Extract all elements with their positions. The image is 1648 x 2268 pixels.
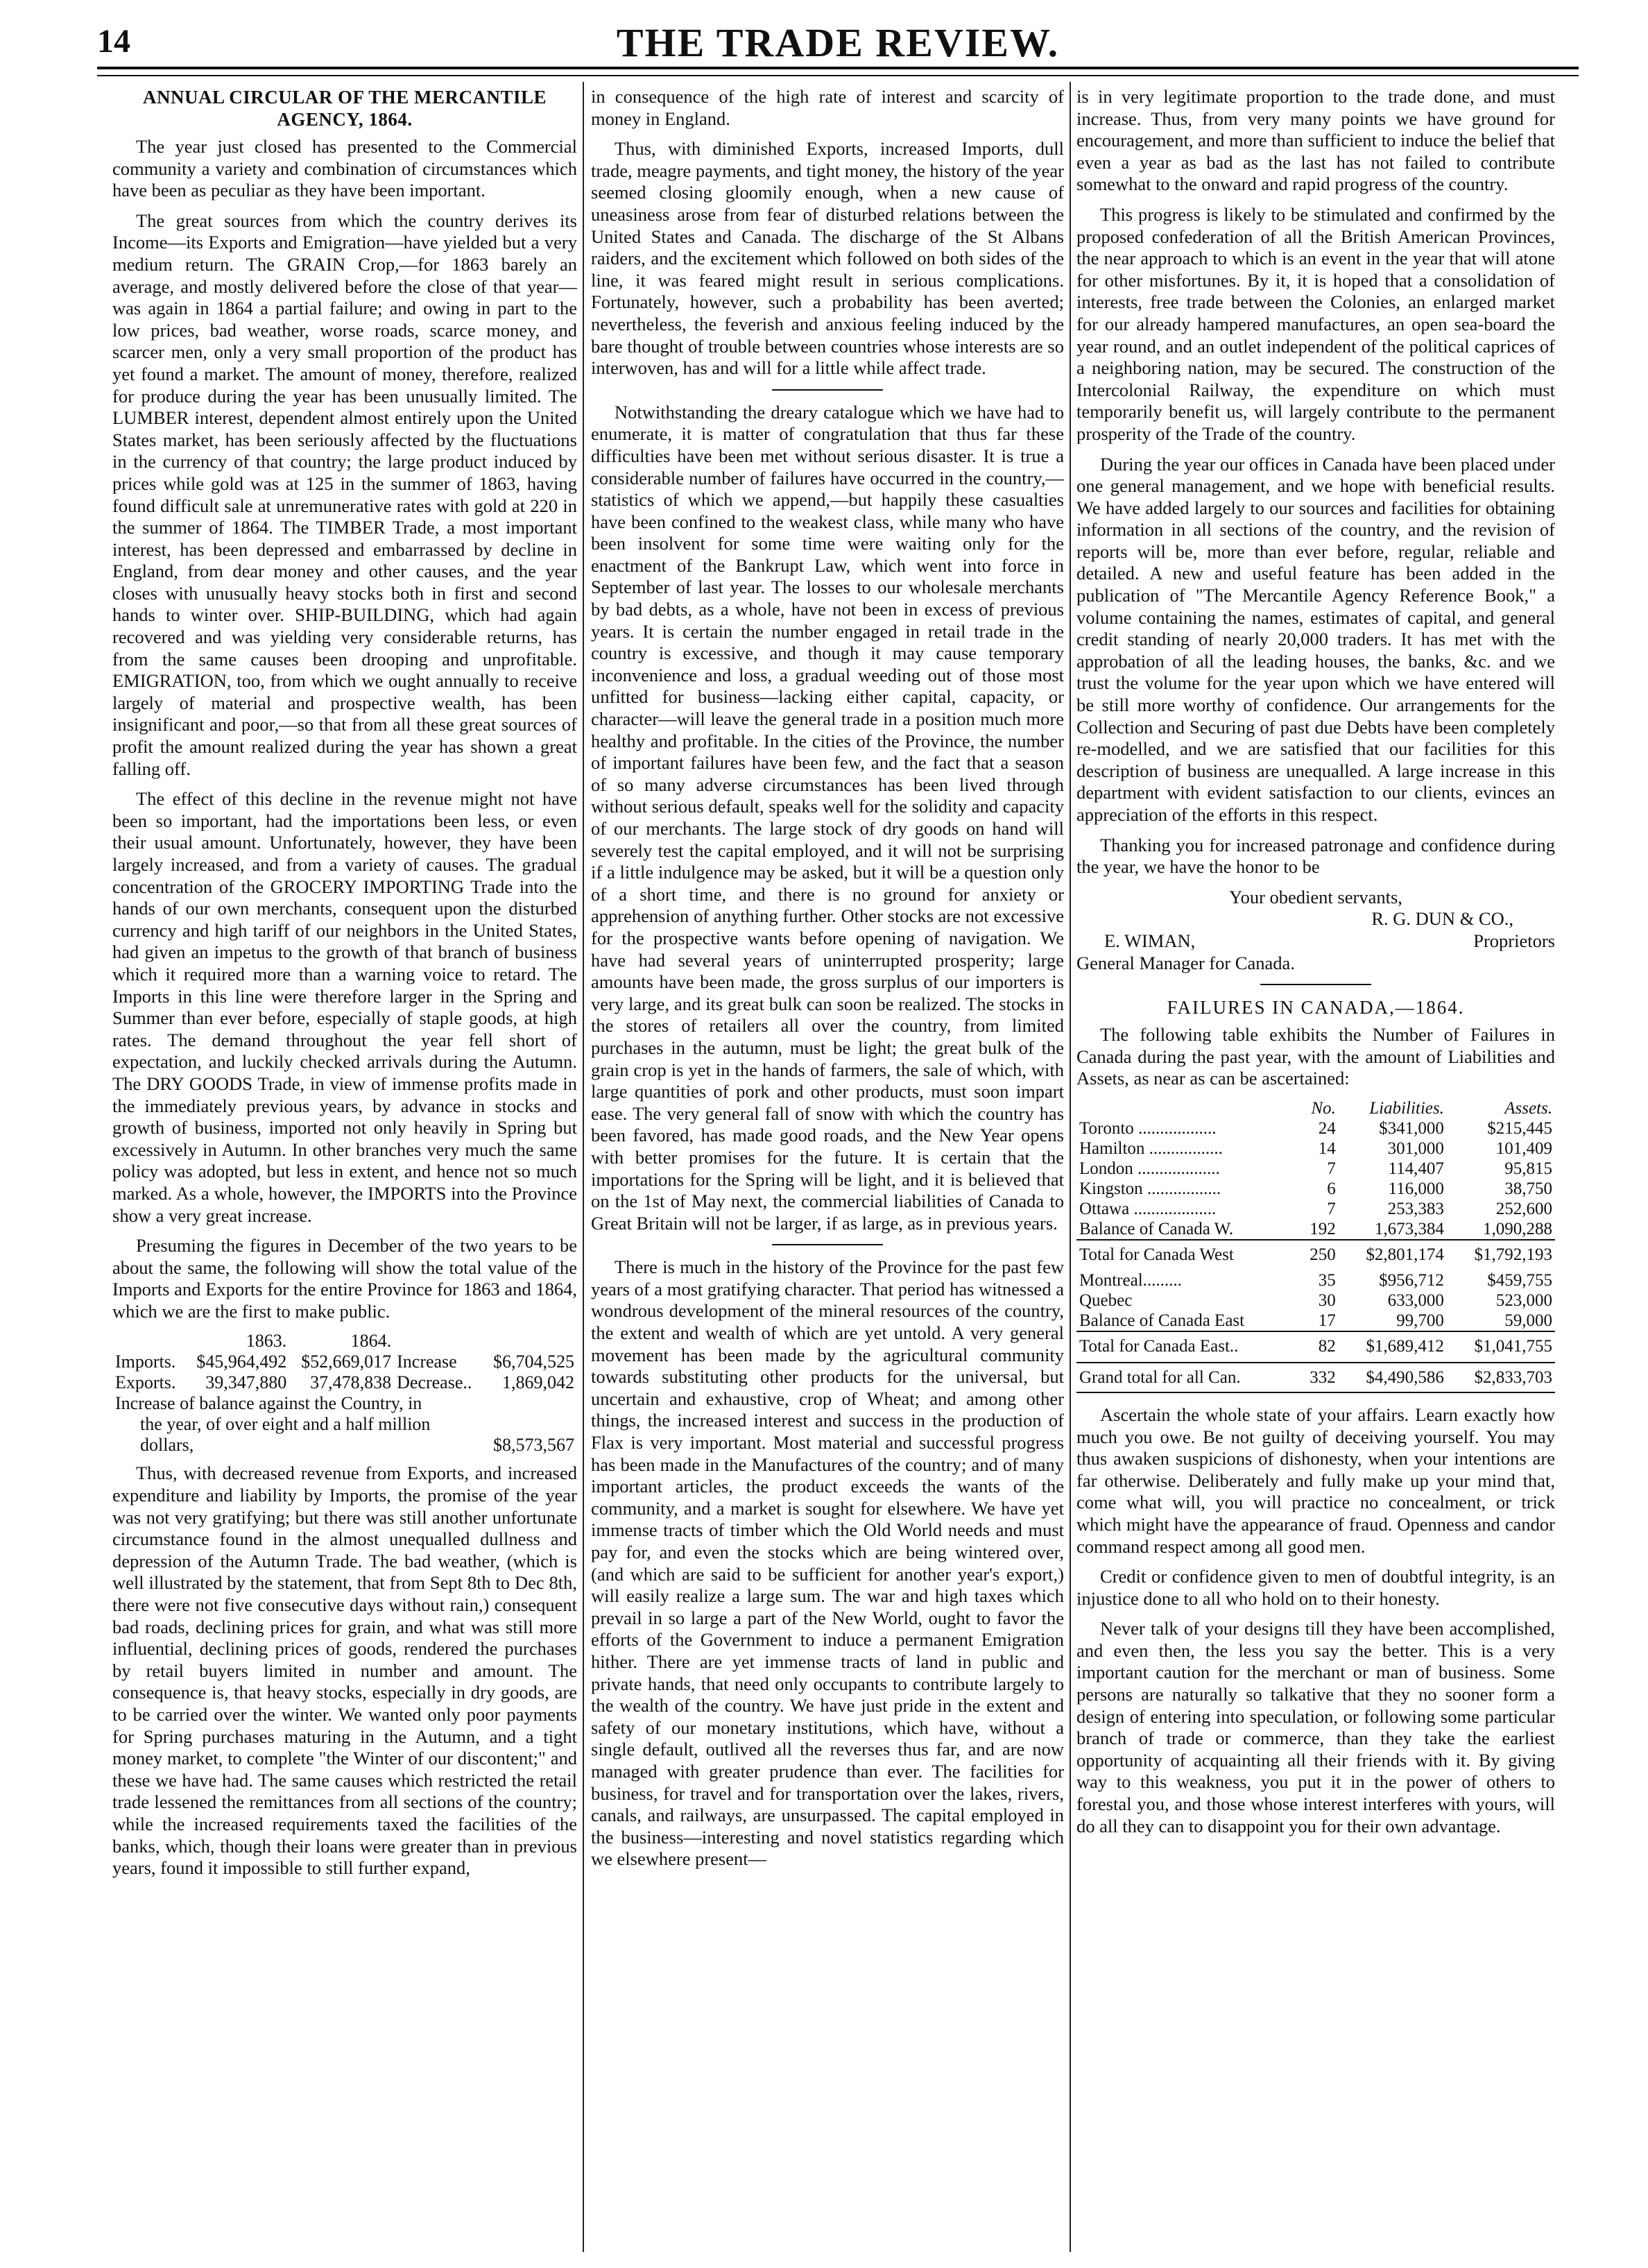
paragraph: Ascertain the whole state of your affairs. Learn exactly how much you owe. Be not guilty of deceiving yourself. You may thus awaken suspicions of dishonesty, when your intentions are far otherwise. Deliberately and fully make up your mind that, come what will, you will practice no concealment, or trick which might have the appearance of fraud. Openness and candor command respect among all good men. [1076,1404,1555,1557]
assets-cell: $215,445 [1487,1118,1552,1138]
change-label: Increase [397,1352,457,1372]
assets-cell: 1,090,288 [1483,1219,1552,1238]
no-cell: 6 [1327,1179,1336,1198]
table-spacer [1076,1356,1555,1363]
liabilities-cell: $1,689,412 [1339,1331,1447,1356]
liabilities-cell: 301,000 [1387,1139,1444,1158]
liabilities-cell: 114,407 [1388,1159,1444,1178]
paragraph: Presuming the figures in December of the two years to be about the same, the following will show the total value of the Imports and Exports for the entire Province for 1863 and 1864, which we are the first to make public. [112,1235,577,1322]
paragraph: Credit or confidence given to men of doubtful integrity, is an injustice done to all who hold on to their honesty. [1076,1566,1555,1609]
table-row [112,1372,577,1393]
table-row [1076,1159,1555,1179]
failures-intro: The following table exhibits the Number of Failures in Canada during the past year, with the amount of Liabilities and Assets, as near as can be ascertained: [1076,1024,1555,1089]
header-rule-thick [97,67,1579,69]
assets-cell: 95,815 [1504,1159,1552,1178]
table-spacer [1076,1265,1555,1270]
liabilities-cell: $341,000 [1379,1118,1444,1138]
table-row [1076,1179,1555,1199]
header-liabilities: Liabilities. [1369,1098,1444,1118]
no-cell: 7 [1327,1199,1336,1218]
place-cell: Toronto .................. [1079,1118,1217,1138]
no-cell: 192 [1310,1219,1336,1238]
assets-cell: 59,000 [1504,1311,1552,1330]
change-value: $6,704,525 [493,1352,574,1372]
header-1863: 1863. [246,1331,287,1352]
change-label: Decrease.. [397,1372,472,1393]
paragraph: Thus, with decreased revenue from Exports, and increased expenditure and liability by Imports, the promise of the year was not very gratifying; but there was still another unfortunate circumstance found in the almost unequalled dullness and depression of the Autumn Trade. The bad weather, (which is well illustrated by the statement, that from Sept 8th to Dec 8th, there were not five consecutive days without rain,) consequent bad roads, declining prices for grain, and what was still more influential, declining prices of goods, rendered the purchases by retail buyers limited in number and amount. The consequence is, that heavy stocks, especially in dry goods, are to be carried over the winter. We wanted only poor payments for Spring purchases maturing in the Autumn, and a tight money market, to complete "the Winter of our discontent;" and these we have had. The same causes which restricted the retail trade lessened the remittances from all sections of the country; while the increased requirements taxed the facilities of the banks, which, though their loans were greater than in previous years, found it impossible to still further expand, [112,1463,577,1879]
no-cell: 250 [1298,1240,1339,1265]
table-row-grand-total [1076,1363,1555,1392]
assets-cell: 101,409 [1495,1139,1552,1158]
table-row [112,1352,577,1372]
liabilities-cell: $956,712 [1379,1270,1444,1290]
place-cell: Quebec [1079,1290,1133,1310]
place-cell: London ................... [1079,1159,1220,1178]
column-1 [112,86,577,1888]
assets-cell: $1,041,755 [1447,1331,1555,1356]
column-divider-1 [583,82,584,2252]
journal-title: THE TRADE REVIEW. [616,20,1060,65]
paragraph: Notwithstanding the dreary catalogue which we have had to enumerate, it is matter of congratulation that thus far these difficulties have been met without serious disaster. It is true a considerable number of failures have occurred in the country,—statistics of which we append,—but happily these casualties have been confined to the weakest class, while many who have been insolvent for some time were waiting only for the enactment of the Bankrupt Law, which went into force in September of last year. The losses to our wholesale merchants by bad debts, as a whole, have not been in excess of previous years. It is certain the number engaged in retail trade in the country is excessive, and though it may cause temporary inconvenience and loss, a gradual weeding out of those most unfitted for business—lacking either capital, capacity, or character—will leave the general trade in a position much more healthy and profitable. In the cities of the Province, the number of important failures have been few, and the fact that a season of so many adverse circumstances has been lived through without serious default, speaks well for the solidity and capacity of our merchants. The large stock of dry goods on hand will severely test the capital employed, and it will not be surprising if a little indulgence may be asked, but it will be a question only of a short time, and there is no ground for anxiety or apprehension of anything further. Other stocks are not excessive for the prospective wants before opening of navigation. We have had several years of uninterrupted prosperity; large amounts have been made, the gross surplus of our importers is very large, and its great bulk can soon be realized. The stocks in the stores of retailers all over the country, from limited purchases in the autumn, must be light; the great bulk of the grain crop is yet in the hands of farmers, the sale of which, with large quantities of pork and other products, must soon impart ease. The very general fall of snow with which the country has been favored, has made good roads, and the New Year opens with better promises for the future. It is certain that the importations for the Spring will be light, and it is believed that on the 1st of May next, the commercial liabilities of Canada to Great Britain will not be larger, if as large, as in previous years. [591,401,1064,1234]
paragraph: The great sources from which the country derives its Income—its Exports and Emigration—have yielded but a very medium return. The GRAIN Crop,—for 1863 barely an average, and mostly delivered before the close of that year—was again in 1864 a partial failure; and owing in part to the low prices, bad weather, worse roads, scarce money, and scarcer men, only a very small proportion of the product has yet found a market. The amount of money, therefore, realized for produce during the year has been unusually limited. The LUMBER interest, dependent almost entirely upon the United States market, has been seriously affected by the fluctuations in the currency of that country; the large product induced by prices while gold was at 125 in the summer of 1863, having found difficult sale at unremunerative rates with gold at 220 in the summer of 1864. The TIMBER Trade, a most important interest, has been depressed and embarrassed by decline in England, from dear money and other causes, and the year closes with unusually heavy stocks both in first and second hands to winter over. SHIP-BUILDING, which had again recovered and was yielding very considerable returns, has from the same causes been drooping and unprofitable. EMIGRATION, too, from which we ought annually to receive largely of material and prospective wealth, has been insignificant and poor,—so that from all these great sources of profit the amount realized during the year has shown a great falling off. [112,210,577,779]
header-no: No. [1311,1098,1336,1118]
paragraph: is in very legitimate proportion to the trade done, and must increase. Thus, from very many points we have ground for encouragement, and more than sufficient to induce the belief that even a year as bad as the last has not failed to contribute somewhat to the onward and rapid progress of the country. [1076,86,1555,195]
page-number: 14 [97,23,130,60]
table-row [1076,1118,1555,1139]
table-row [1076,1270,1555,1290]
header-1864: 1864. [350,1331,392,1352]
section-divider [772,389,883,391]
imports-exports-table [112,1331,577,1456]
liabilities-cell: 99,700 [1396,1311,1444,1330]
place-cell: Ottawa ................... [1079,1199,1217,1218]
table-row [1076,1199,1555,1219]
place-cell: Total for Canada West [1076,1240,1298,1265]
paragraph: This progress is likely to be stimulated and confirmed by the proposed confederation of all the British American Provinces, the near approach to which is an event in the year that will atone for other misfortunes. By it, it is hoped that a consolidation of interests, free trade between the Colonies, an enlarged market for our already hampered manufactures, an open sea-board the year round, and an outlet independent of the political caprices of a neighboring nation, may be secured. The construction of the Intercolonial Railway, the expenditure on which must temporarily benefit us, will largely contribute to the permanent prosperity of the Trade of the country. [1076,203,1555,444]
assets-cell: $1,792,193 [1447,1240,1555,1265]
balance-label: dollars, [140,1435,194,1456]
assets-cell: 38,750 [1504,1179,1552,1198]
no-cell: 14 [1318,1139,1336,1158]
table-row [1076,1219,1555,1240]
balance-value: $8,573,567 [493,1435,574,1456]
closing-line: Your obedient servants, [1229,886,1402,907]
place-cell: Montreal......... [1079,1270,1182,1290]
paragraph: Never talk of your designs till they have been accomplished, and even then, the less you say the better. This is a very important caution for the merchant or man of business. Some persons are naturally so talkative that they no sooner form a design of entering into speculation, or following some particular branch of trade or commerce, than they take the earliest opportunity of acquainting all their friends with it. By giving way to this weakness, you put it in the power of others to forestal you, and those whose interest interferes with yours, will do all they can to disappoint you for their own advantage. [1076,1618,1555,1836]
table-header-row [112,1331,577,1352]
column-3 [1076,86,1555,1845]
manager-title: General Manager for Canada. [1076,952,1295,973]
section-divider [772,1244,883,1245]
section-divider [1260,984,1371,985]
liabilities-cell: $2,801,174 [1339,1240,1447,1265]
table-header-row [1076,1098,1555,1118]
value-1864: 37,478,838 [310,1372,392,1393]
value-1863: 39,347,880 [205,1372,287,1393]
no-cell: 332 [1298,1363,1339,1392]
no-cell: 17 [1318,1311,1336,1330]
row-label: Exports. [115,1372,176,1393]
liabilities-cell: 633,000 [1387,1290,1444,1310]
place-cell: Balance of Canada W. [1079,1219,1234,1238]
paragraph: in consequence of the high rate of interest and scarcity of money in England. [591,86,1064,129]
balance-line-2: the year, of over eight and a half million [140,1414,431,1435]
failures-title: FAILURES IN CANADA,—1864. [1167,997,1465,1018]
value-1864: $52,669,017 [301,1352,392,1372]
signature-row [1076,930,1555,953]
change-value: 1,869,042 [502,1372,574,1393]
paragraph: The effect of this decline in the revenue might not have been so important, had the importations been less, or even their usual amount. Unfortunately, however, they have been largely increased, and from a variety of causes. The gradual concentration of the GROCERY IMPORTING Trade into the hands of our own merchants, consequent upon the disturbed currency and high tariff of our neighbors in the United States, had given an impetus to the growth of that branch of business which it required more than a warning voice to retard. The Imports in this line were therefore larger in the Spring and Summer than ever before, especially of staple goods, at high rates. The demand throughout the year fell short of expectation, and luckily checked arrivals during the Autumn. The DRY GOODS Trade, in view of immense profits made in the immediately previous years, by advance in stocks and growth of business, imported not only heavily in Spring but excessively in Autumn. In other branches very much the same policy was adopted, but less in extent, and hence not so much marked. As a whole, however, the IMPORTS into the Province show a very great increase. [112,788,577,1226]
paragraph: Thanking you for increased patronage and confidence during the year, we have the honor to be [1076,834,1555,878]
column-divider-2 [1070,82,1071,2252]
place-cell: Hamilton ................. [1079,1139,1223,1158]
no-cell: 35 [1318,1270,1336,1290]
place-cell: Grand total for all Can. [1076,1363,1298,1392]
no-cell: 82 [1298,1331,1339,1356]
table-row-total-west [1076,1240,1555,1265]
page-header [97,15,1579,69]
signature-block [1076,887,1555,974]
manager-name: E. WIMAN, [1104,930,1196,951]
paragraph: The year just closed has presented to the Commercial community a variety and combination of circumstances which have been as peculiar as they have been important. [112,136,577,201]
paragraph: Thus, with diminished Exports, increased Imports, dull trade, meagre payments, and tight money, the history of the year seemed closing gloomily enough, when a new cause of uneasiness arose from fear of disturbed relations between the United States and Canada. The discharge of the St Albans raiders, and the excitement which followed on both sides of the line, it was feared might result in serious complications. Fortunately, however, such a probability has been averted; nevertheless, the feverish and anxious feeling induced by the bare thought of trouble between countries whose interests are so interwoven, has and will for a little while affect trade. [591,138,1064,379]
table-row-total-east [1076,1331,1555,1356]
no-cell: 30 [1318,1290,1336,1310]
liabilities-cell: $4,490,586 [1339,1363,1447,1392]
balance-line-1: Increase of balance against the Country, in [115,1393,422,1414]
header-assets: Assets. [1504,1098,1552,1118]
liabilities-cell: 253,383 [1387,1199,1444,1218]
assets-cell: $2,833,703 [1447,1363,1555,1392]
liabilities-cell: 116,000 [1388,1179,1444,1198]
proprietors-label: Proprietors [1473,930,1555,951]
article-title [112,86,577,130]
row-label: Imports. [115,1352,176,1372]
assets-cell: 523,000 [1495,1290,1552,1310]
assets-cell: $459,755 [1487,1270,1552,1290]
failures-table [1076,1098,1555,1393]
article-title-line-2: AGENCY, 1864. [277,109,413,130]
table-row [112,1435,577,1456]
place-cell: Balance of Canada East [1079,1311,1245,1330]
header-rule-thin [97,75,1579,76]
paragraph: During the year our offices in Canada have been placed under one general management, and we hope with beneficial results. We have added largely to our sources and facilities for obtaining information in all sections of the country, and the revision of reports will be, more than ever before, regular, reliable and detailed. A new and useful feature has been added in the publication of "The Mercantile Agency Reference Book," a volume containing the names, estimates of capital, and general credit standing of nearly 20,000 traders. It has met with the approbation of all the leading houses, the banks, &c. and we trust the volume for the year upon which we have entered will be still more worthy of confidence. Our arrangements for the Collection and Securing of past due Debts have been completely re-modelled, and we are satisfied that our facilities for this description of business are unequalled. A large increase in this department with evident satisfaction to our clients, evinces an appreciation of the efforts in this respect. [1076,453,1555,825]
table-row [112,1393,577,1414]
liabilities-cell: 1,673,384 [1374,1219,1444,1238]
value-1863: $45,964,492 [196,1352,287,1372]
assets-cell: 252,600 [1495,1199,1552,1218]
paragraph: There is much in the history of the Province for the past few years of a most gratifying character. That period has witnessed a wondrous development of the mineral resources of the country, the extent and wealth of which are yet untold. A very general movement has been made by the agricultural community towards substituting other products for the universal, but uncertain and exhaustive, crop of Wheat; and among other things, the increased interest and success in the production of Flax is very important. Most material and successful progress has been made in the Manufactures of the country; and of many important articles, the product exceeds the wants of the community, and a market is sought for elsewhere. We have yet immense tracts of timber which the Old World needs and must pay for, and even the stocks which are being wintered over, (and which are said to be sufficient for another year's export,) will easily realize a large sum. The war and high taxes which prevail in so large a part of the New World, ought to favor the efforts of the Government to induce a permanent Emigration hither. There are yet immense tracts of land in public and private hands, that need only occupants to contribute largely to the wealth of the country. We have just pride in the extent and safety of our monetary institutions, which have, without a single default, outlived all the reverses thus far, and are now managed with greater prudence than ever. The facilities for business, for travel and for transportation over the lakes, rivers, canals, and railways, are unsurpassed. The capital employed in the business—interesting and novel statistics regarding which we elsewhere present— [591,1256,1064,1870]
no-cell: 24 [1318,1118,1336,1138]
place-cell: Kingston ................. [1079,1179,1221,1198]
place-cell: Total for Canada East.. [1076,1331,1298,1356]
column-2 [591,86,1064,1879]
article-title-line-1: ANNUAL CIRCULAR OF THE MERCANTILE [142,87,547,108]
table-row [1076,1311,1555,1331]
table-row [1076,1290,1555,1311]
table-row [1076,1139,1555,1159]
firm-name: R. G. DUN & CO., [1371,908,1513,930]
no-cell: 7 [1327,1159,1336,1178]
table-row [112,1414,577,1435]
